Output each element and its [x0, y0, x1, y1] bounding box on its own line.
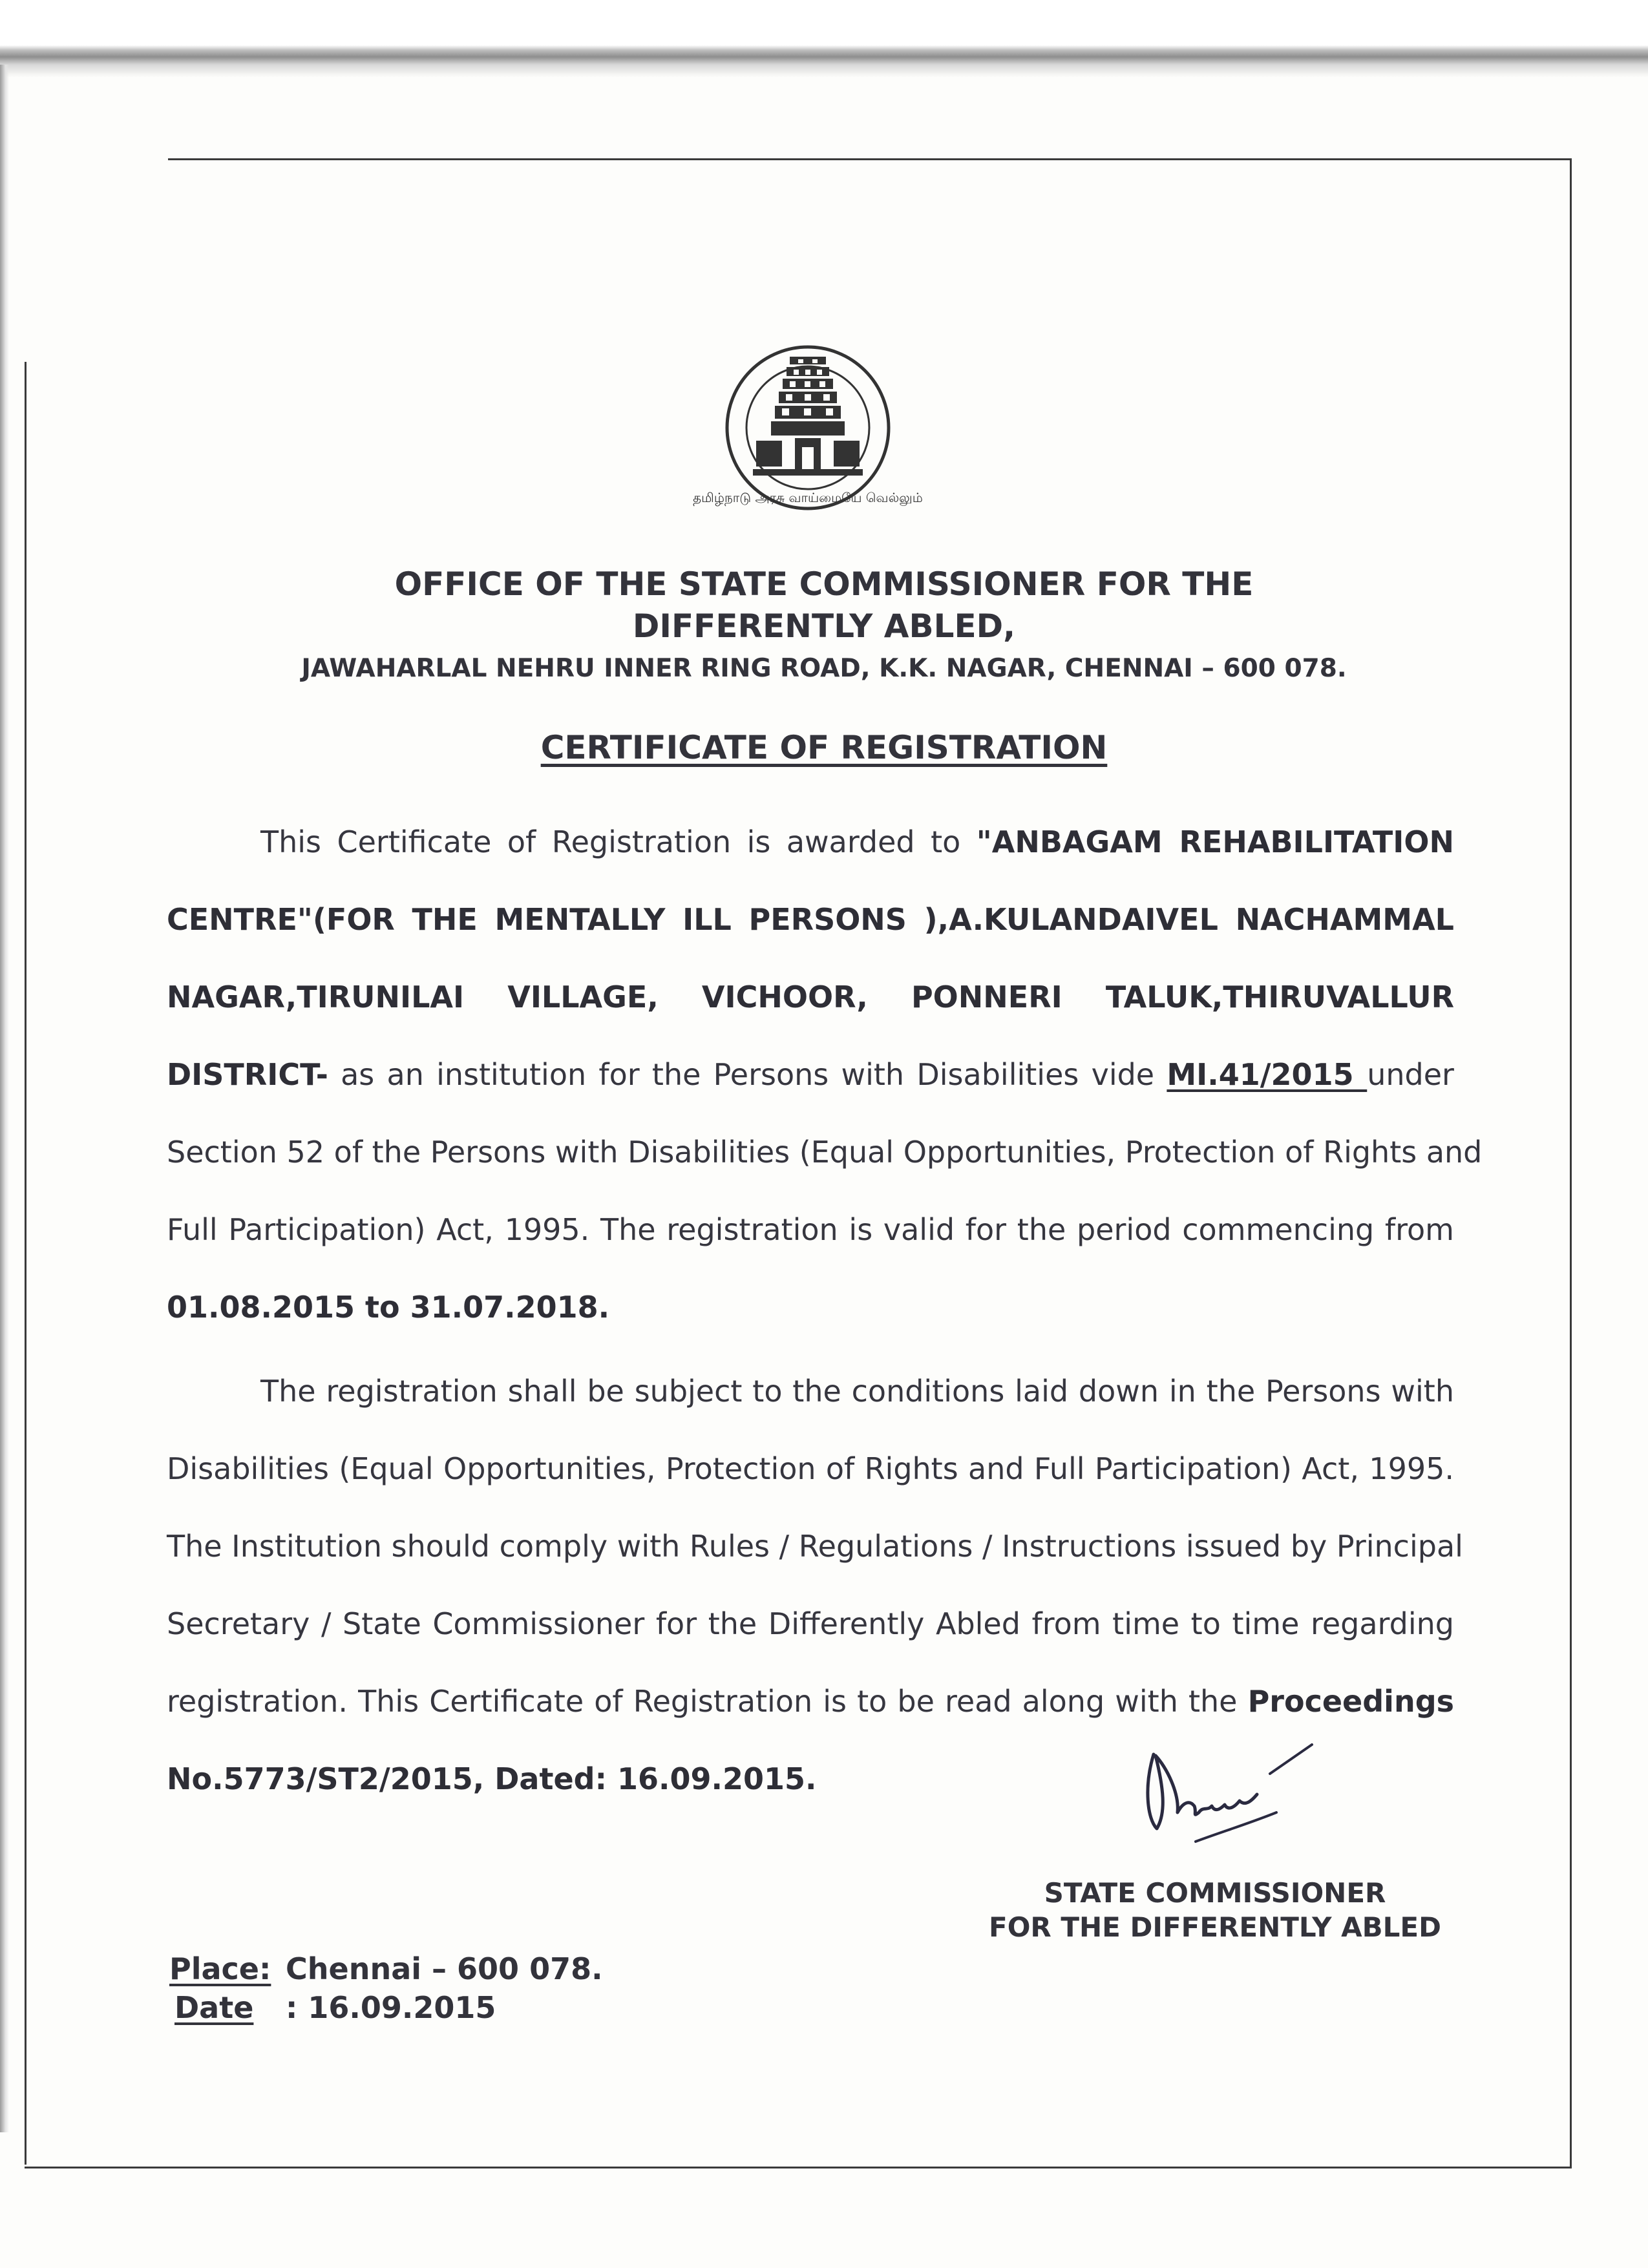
p1-line4-text: as an institution for the Persons with Disabilities vide — [328, 1057, 1167, 1092]
proceedings-reference: No.5773/ST2/2015, Dated: 16.09.2015. — [167, 1761, 817, 1796]
district-text: DISTRICT- — [167, 1057, 328, 1092]
p2-line3: The Institution should comply with Rules / Regulations / Instructions issued by Principal — [167, 1529, 1463, 1564]
proceedings-label: Proceedings — [1247, 1684, 1454, 1719]
signature — [1118, 1716, 1364, 1845]
p1-line5: Section 52 of the Persons with Disabilities (Equal Opportunities, Protection of Rights and — [167, 1135, 1483, 1170]
p1-line1 — [260, 819, 1454, 865]
p2-line5-text: registration. This Certificate of Registration is to be read along with the — [167, 1684, 1248, 1719]
tamil-nadu-emblem-icon — [693, 331, 923, 531]
p2-line2: Disabilities (Equal Opportunities, Protection of Rights and Full Participation) Act, 1995. — [167, 1451, 1454, 1486]
certificate-title: CERTIFICATE OF REGISTRATION — [540, 729, 1108, 766]
date-value: : 16.09.2015 — [286, 1990, 496, 2025]
office-address: JAWAHARLAL NEHRU INNER RING ROAD, K.K. NAGAR, CHENNAI – 600 078. — [301, 654, 1347, 683]
place-label: Place: — [169, 1951, 271, 1986]
p1-line3: NAGAR,TIRUNILAI VILLAGE, VICHOOR, PONNERI TALUK,THIRUVALLUR — [167, 980, 1454, 1014]
p2-line1: The registration shall be subject to the conditions laid down in the Persons with — [260, 1374, 1454, 1409]
place-value: Chennai – 600 078. — [286, 1951, 603, 1986]
p1-line4 — [167, 1052, 1454, 1097]
date-row — [169, 1990, 496, 2025]
validity-period: 01.08.2015 to 31.07.2018. — [167, 1290, 610, 1325]
signatory-title-line2: FOR THE DIFFERENTLY ABLED — [989, 1911, 1441, 1943]
p1-line2: CENTRE"(FOR THE MENTALLY ILL PERSONS ),A.KULANDAIVEL NACHAMMAL — [167, 902, 1454, 937]
certificate-frame-left — [25, 362, 26, 2165]
p1-line4-end: under — [1367, 1057, 1454, 1092]
office-title-line2: DIFFERENTLY ABLED, — [632, 607, 1016, 645]
office-title-line1: OFFICE OF THE STATE COMMISSIONER FOR THE — [394, 565, 1254, 603]
institution-name-start: "ANBAGAM REHABILITATION — [976, 824, 1454, 859]
p1-line1-text: This Certificate of Registration is awarded to — [260, 824, 977, 859]
place-row — [169, 1951, 603, 1986]
scan-left-edge — [0, 65, 9, 2132]
p2-line4: Secretary / State Commissioner for the Differently Abled from time to time regarding — [167, 1606, 1454, 1641]
signatory-title-line1: STATE COMMISSIONER — [1044, 1877, 1386, 1909]
registration-number: MI.41/2015 — [1167, 1057, 1368, 1092]
p1-line6: Full Participation) Act, 1995. The registration is valid for the period commencing from — [167, 1212, 1454, 1247]
scan-top-edge — [0, 0, 1648, 78]
emblem-legend: தமிழ்நாடு அரசு வாய்மையே வெல்லும் — [693, 490, 923, 505]
certificate-frame-bottom — [25, 2167, 1572, 2168]
date-label: Date — [174, 1990, 254, 2025]
